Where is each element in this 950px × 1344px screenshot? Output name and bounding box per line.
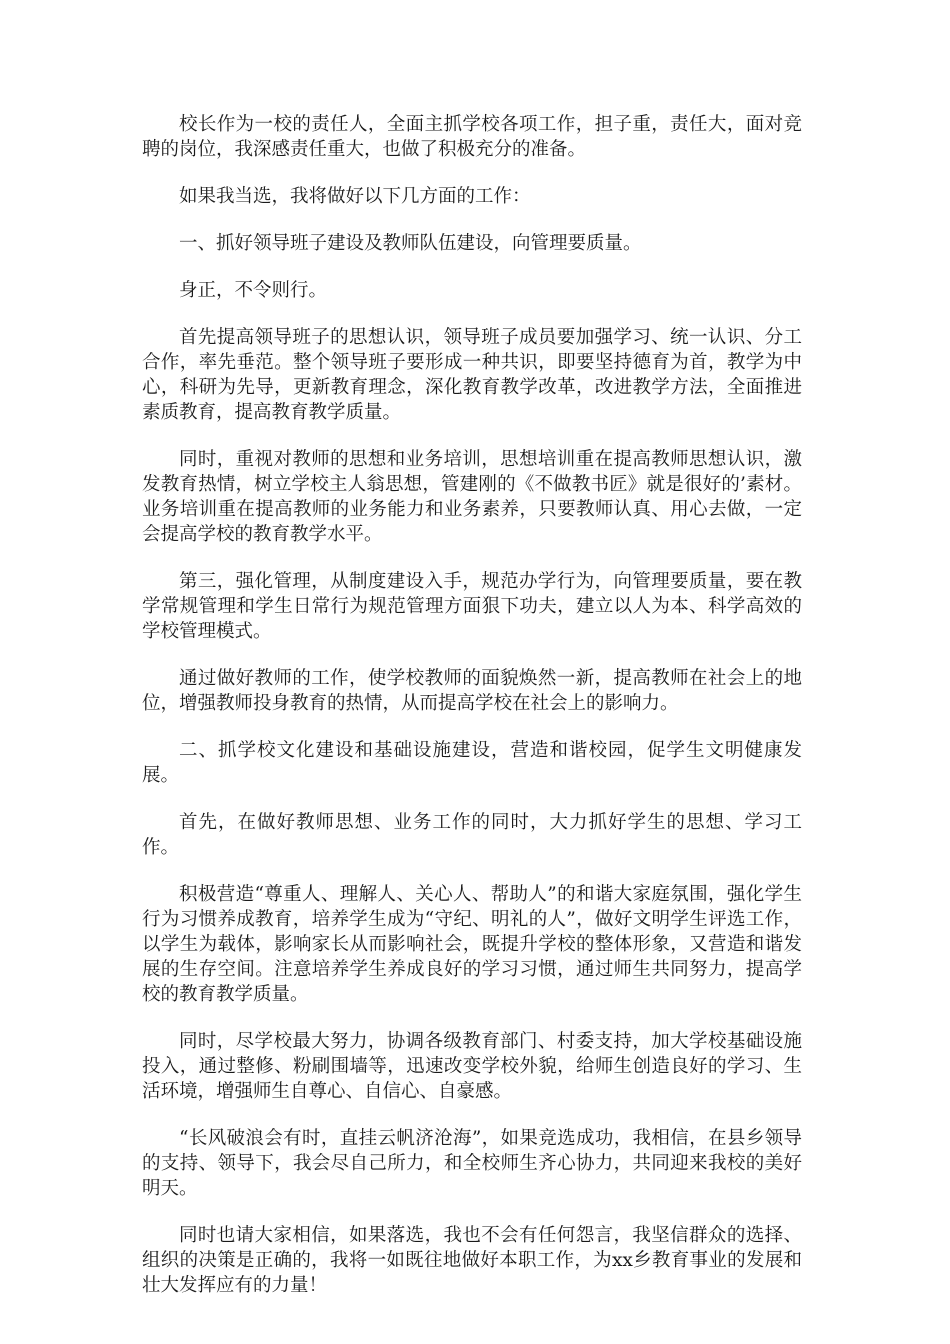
document-body	[142, 112, 802, 1320]
paragraph-infrastructure: 同时，尽学校最大努力，协调各级教育部门、村委支持，加大学校基础设施投入，通过整修、粉刷围墙等，迅速改变学校外貌，给师生创造良好的学习、生活环境，增强师生自尊心、自信心、自豪感。	[142, 1031, 802, 1102]
paragraph-plan-intro: 如果我当选，我将做好以下几方面的工作：	[179, 186, 531, 207]
paragraph-harmony: 积极营造“尊重人、理解人、关心人、帮助人”的和谐大家庭氛围，强化学生行为习惯养成教育，培养学生成为“守纪、明礼的人”，做好文明学生评选工作，以学生为载体，影响家长从而影响社会，既提升学校的整体形象，又营造和谐发展的生存空间。注意培养学生养成良好的学习习惯，通过师生共同努力，提高学校的教育教学质量。	[142, 884, 802, 1005]
paragraph-motto: 身正，不令则行。	[179, 280, 328, 301]
paragraph-management: 第三，强化管理，从制度建设入手，规范办学行为，向管理要质量，要在教学常规管理和学生日常行为规范管理方面狠下功夫，建立以人为本、科学高效的学校管理模式。	[142, 571, 802, 642]
paragraph-training: 同时，重视对教师的思想和业务培训，思想培训重在提高教师思想认识，激发教育热情，树立学校主人翁思想，管建刚的《不做教书匠》就是很好的’素材。业务培训重在提高教师的业务能力和业务素养，只要教师认真、用心去做，一定会提高学校的教育教学水平。	[142, 449, 802, 545]
paragraph-students-first: 首先，在做好教师思想、业务工作的同时，大力抓好学生的思想、学习工作。	[142, 812, 802, 858]
paragraph-leadership: 首先提高领导班子的思想认识，领导班子成员要加强学习、统一认识、分工合作，率先垂范。整个领导班子要形成一种共识，即要坚持德育为首，教学为中心，科研为先导，更新教育理念，深化教育教学改革，改进教学方法，全面推进素质教育，提高教育教学质量。	[142, 327, 802, 423]
paragraph-closing: 同时也请大家相信，如果落选，我也不会有任何怨言，我坚信群众的选择、组织的决策是正确的，我将一如既往地做好本职工作，为xx乡教育事业的发展和壮大发挥应有的力量！	[142, 1225, 802, 1296]
paragraph-quote: “长风破浪会有时，直挂云帆济沧海”，如果竞选成功，我相信，在县乡领导的支持、领导下，我会尽自己所力，和全校师生齐心协力，共同迎来我校的美好明天。	[142, 1128, 802, 1199]
section-heading-2: 二、抓学校文化建设和基础设施建设，营造和谐校园，促学生文明健康发展。	[142, 740, 802, 786]
paragraph-intro: 校长作为一校的责任人，全面主抓学校各项工作，担子重，责任大，面对竞聘的岗位，我深感责任重大，也做了积极充分的准备。	[142, 114, 802, 160]
section-heading-1: 一、抓好领导班子建设及教师队伍建设，向管理要质量。	[179, 233, 642, 254]
paragraph-teacher-image: 通过做好教师的工作，使学校教师的面貌焕然一新，提高教师在社会上的地位，增强教师投身教育的热情，从而提高学校在社会上的影响力。	[142, 668, 802, 714]
